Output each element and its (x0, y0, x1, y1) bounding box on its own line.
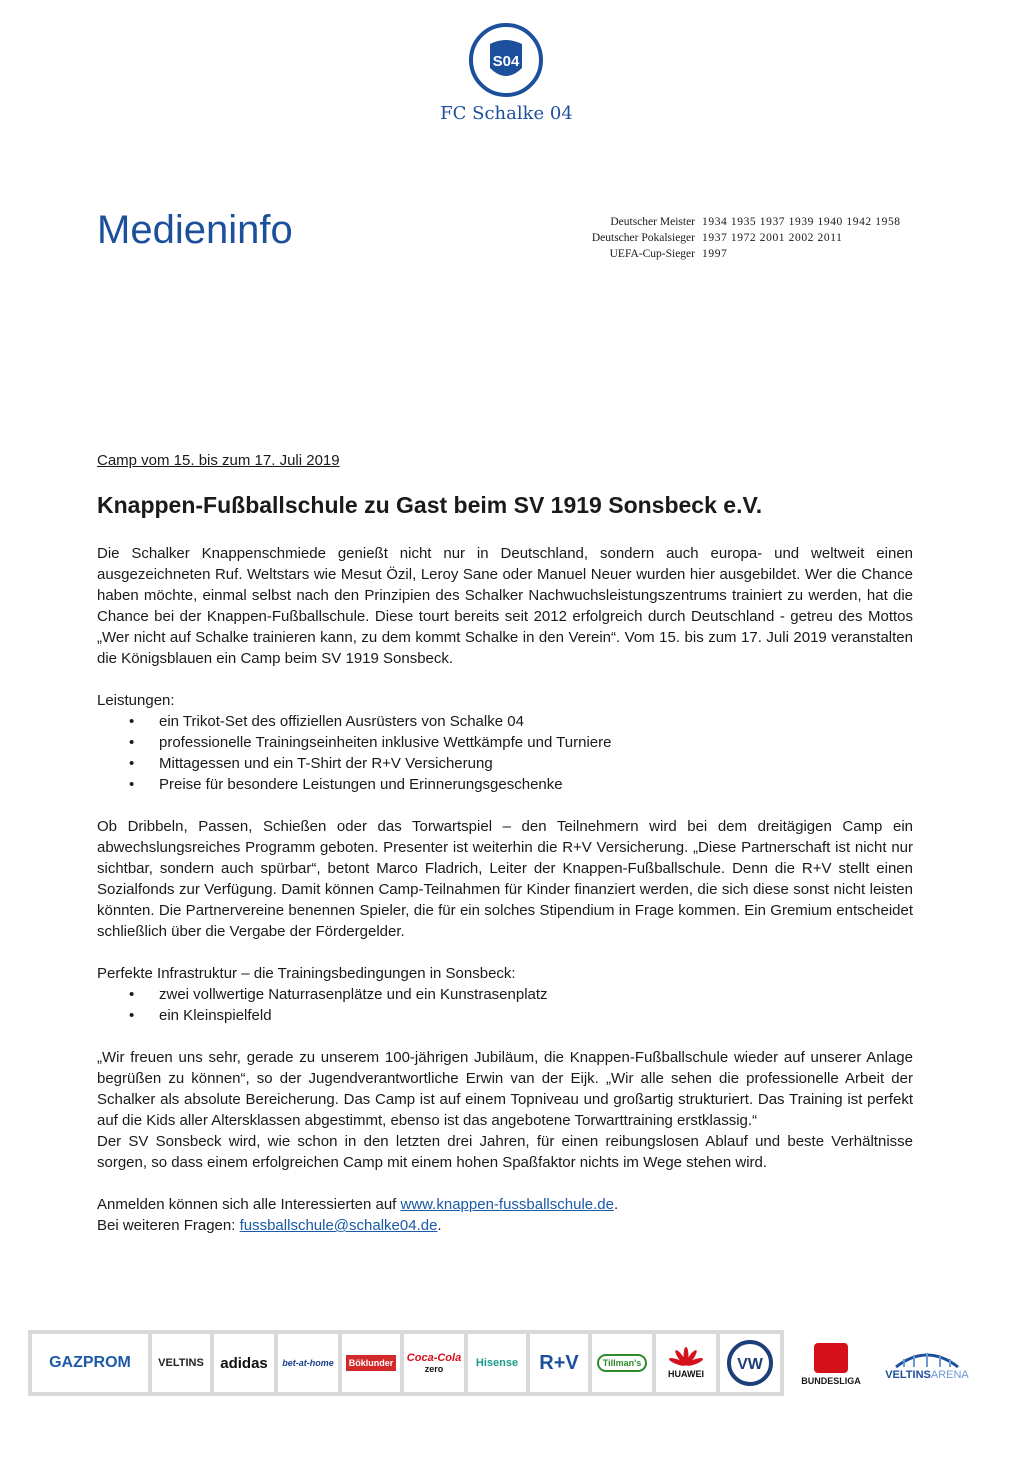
cocacola-label: Coca-Cola (406, 1352, 462, 1364)
vw-emblem-icon (727, 1340, 773, 1386)
list-item: • ein Kleinspielfeld (97, 1005, 913, 1026)
list-item: • Mittagessen und ein T-Shirt der R+V Versicherung (97, 753, 913, 774)
bundesliga-logo (800, 1336, 862, 1392)
rv-label: R+V (539, 1351, 579, 1374)
honours-row (520, 246, 920, 262)
schalke-logo (468, 22, 544, 98)
huawei-logo (656, 1334, 716, 1392)
questions-email-link[interactable]: fussballschule@schalke04.de (239, 1217, 438, 1234)
headline: Knappen-Fußballschule zu Gast beim SV 1919 Sonsbeck e.V. (97, 492, 763, 518)
huawei-petals-icon (669, 1347, 703, 1369)
logo-text: S04 (492, 53, 520, 70)
register-line (97, 1194, 913, 1215)
honours-label: Deutscher Meister (610, 216, 695, 228)
vw-label: VW (737, 1356, 763, 1373)
honours-years: 1997 (702, 248, 728, 260)
infra-heading: Perfekte Infrastruktur – die Trainingsbedingungen in Sonsbeck: (97, 965, 516, 982)
sponsor-band (28, 1330, 984, 1396)
register-suffix: . (613, 1196, 619, 1213)
list-item: • professionelle Trainingseinheiten inklusive Wettkämpfe und Turniere (97, 732, 913, 753)
honours-label: Deutscher Pokalsieger (591, 232, 695, 244)
bet-at-home-logo (278, 1334, 338, 1392)
arena-label-a: VELTINS (885, 1369, 931, 1381)
honours-row (520, 214, 920, 230)
dateline: Camp vom 15. bis zum 17. Juli 2019 (97, 452, 340, 469)
honours-label: UEFA-Cup-Sieger (609, 248, 695, 260)
rv-logo (530, 1334, 588, 1392)
cocacola-sub-label: zero (424, 1364, 444, 1374)
veltins-arena-logo (874, 1336, 980, 1392)
cocacola-logo (404, 1334, 464, 1392)
honours-row (520, 230, 920, 246)
quote-paragraph: „Wir freuen uns sehr, gerade zu unserem 100-jährigen Jubiläum, die Knappen-Fußballschule wieder auf unserer Anlage begrüßen zu können“, so der Jugendverantwortliche Erwin van der Eijk. „Wir alle sehen die professionelle Arbeit der Schalker als absolute Bereicherung. Das Camp ist auf einem Topniveau und großartig strukturiert. Das Training ist perfekt auf die Kids aller Altersklassen abgestimmt, ebenso ist das angebotene Torwarttraining erstklassig.“ (97, 1049, 913, 1129)
gazprom-logo (32, 1334, 148, 1392)
program-paragraph: Ob Dribbeln, Passen, Schießen oder das Torwartspiel – den Teilnehmern wird bei dem dreitägigen Camp ein abwechslungsreiches Programm geboten. Presenter ist weiterhin die R+V Versicherung. „Diese Partnerschaft ist nicht nur sichtbar, sondern auch spürbar“, betont Marco Fladrich, Leiter der Knappen-Fußballschule. Denn die R+V stellt einen Sozialfonds zur Verfügung. Damit können Camp-Teilnahmen für Kinder finanziert werden, die sich diese sonst nicht leisten könnten. Die Partnervereine benennen Spieler, die für ein solches Stipendium in Frage kommen. Ein Gremium entscheidet schließlich über die Vergabe der Fördergelder. (97, 818, 913, 940)
hisense-logo (468, 1334, 526, 1392)
page-title: Medieninfo (97, 208, 293, 252)
arena-roof-icon (892, 1347, 962, 1369)
article (97, 450, 913, 1236)
bundesliga-label: BUNDESLIGA (801, 1375, 861, 1386)
hisense-label: Hisense (475, 1357, 519, 1369)
intro-paragraph: Die Schalker Knappenschmiede genießt nicht nur in Deutschland, sondern auch europa- und weltweit einen ausgezeichneten Ruf. Weltstars wie Mesut Özil, Leroy Sane oder Manuel Neuer wurden hier ausgebildet. Wer die Chance haben möchte, einmal selbst nach den Prinzipien des Schalker Nachwuchsleistungszentrums trainiert zu werden, hat die Chance bei der Knappen-Fußballschule. Diese tourt bereits seit 2012 erfolgreich durch Deutschland - getreu des Mottos „Wer nicht auf Schalke trainieren kann, zu dem kommt Schalke in den Verein“. Vom 15. bis zum 17. Juli 2019 veranstalten die Königsblauen ein Camp beim SV 1919 Sonsbeck. (97, 545, 913, 667)
club-name: FC Schalke 04 (440, 103, 573, 124)
infra-list (97, 984, 913, 1026)
list-item: • Preise für besondere Leistungen und Erinnerungsgeschenke (97, 774, 913, 795)
vw-logo (720, 1334, 780, 1392)
questions-suffix: . (437, 1217, 442, 1234)
honours-years: 1934 1935 1937 1939 1940 1942 1958 (702, 216, 901, 228)
questions-prefix: Bei weiteren Fragen: (97, 1217, 240, 1234)
bet-at-home-label: bet-at-home (282, 1358, 334, 1368)
services-heading: Leistungen: (97, 692, 175, 709)
closing-paragraph: Der SV Sonsbeck wird, wie schon in den letzten drei Jahren, für einen reibungslosen Ablauf und beste Verhältnisse sorgen, so dass einem erfolgreichen Camp mit einem hohen Spaßfaktor nichts im Wege stehen wird. (97, 1133, 913, 1171)
adidas-logo (214, 1334, 274, 1392)
tillmans-label: Tillman's (597, 1354, 648, 1372)
list-item: • ein Trikot-Set des offiziellen Ausrüsters von Schalke 04 (97, 711, 913, 732)
boklunder-logo (342, 1334, 400, 1392)
questions-line (97, 1215, 913, 1236)
list-item: • zwei vollwertige Naturrasenplätze und ein Kunstrasenplatz (97, 984, 913, 1005)
register-link[interactable]: www.knappen-fussballschule.de (400, 1196, 614, 1213)
veltins-label: VELTINS (158, 1357, 204, 1369)
honours-years: 1937 1972 2001 2002 2011 (702, 232, 843, 244)
bundesliga-emblem (814, 1343, 848, 1373)
huawei-label: HUAWEI (668, 1369, 704, 1379)
veltins-logo (152, 1334, 210, 1392)
honours-list (520, 214, 920, 262)
register-prefix: Anmelden können sich alle Interessierten auf (97, 1196, 401, 1213)
tillmans-logo (592, 1334, 652, 1392)
adidas-label: adidas (220, 1354, 268, 1372)
gazprom-label: GAZPROM (49, 1354, 131, 1371)
boklunder-label: Böklunder (346, 1355, 397, 1371)
services-list (97, 711, 913, 795)
arena-label-b: ARENA (930, 1369, 969, 1381)
